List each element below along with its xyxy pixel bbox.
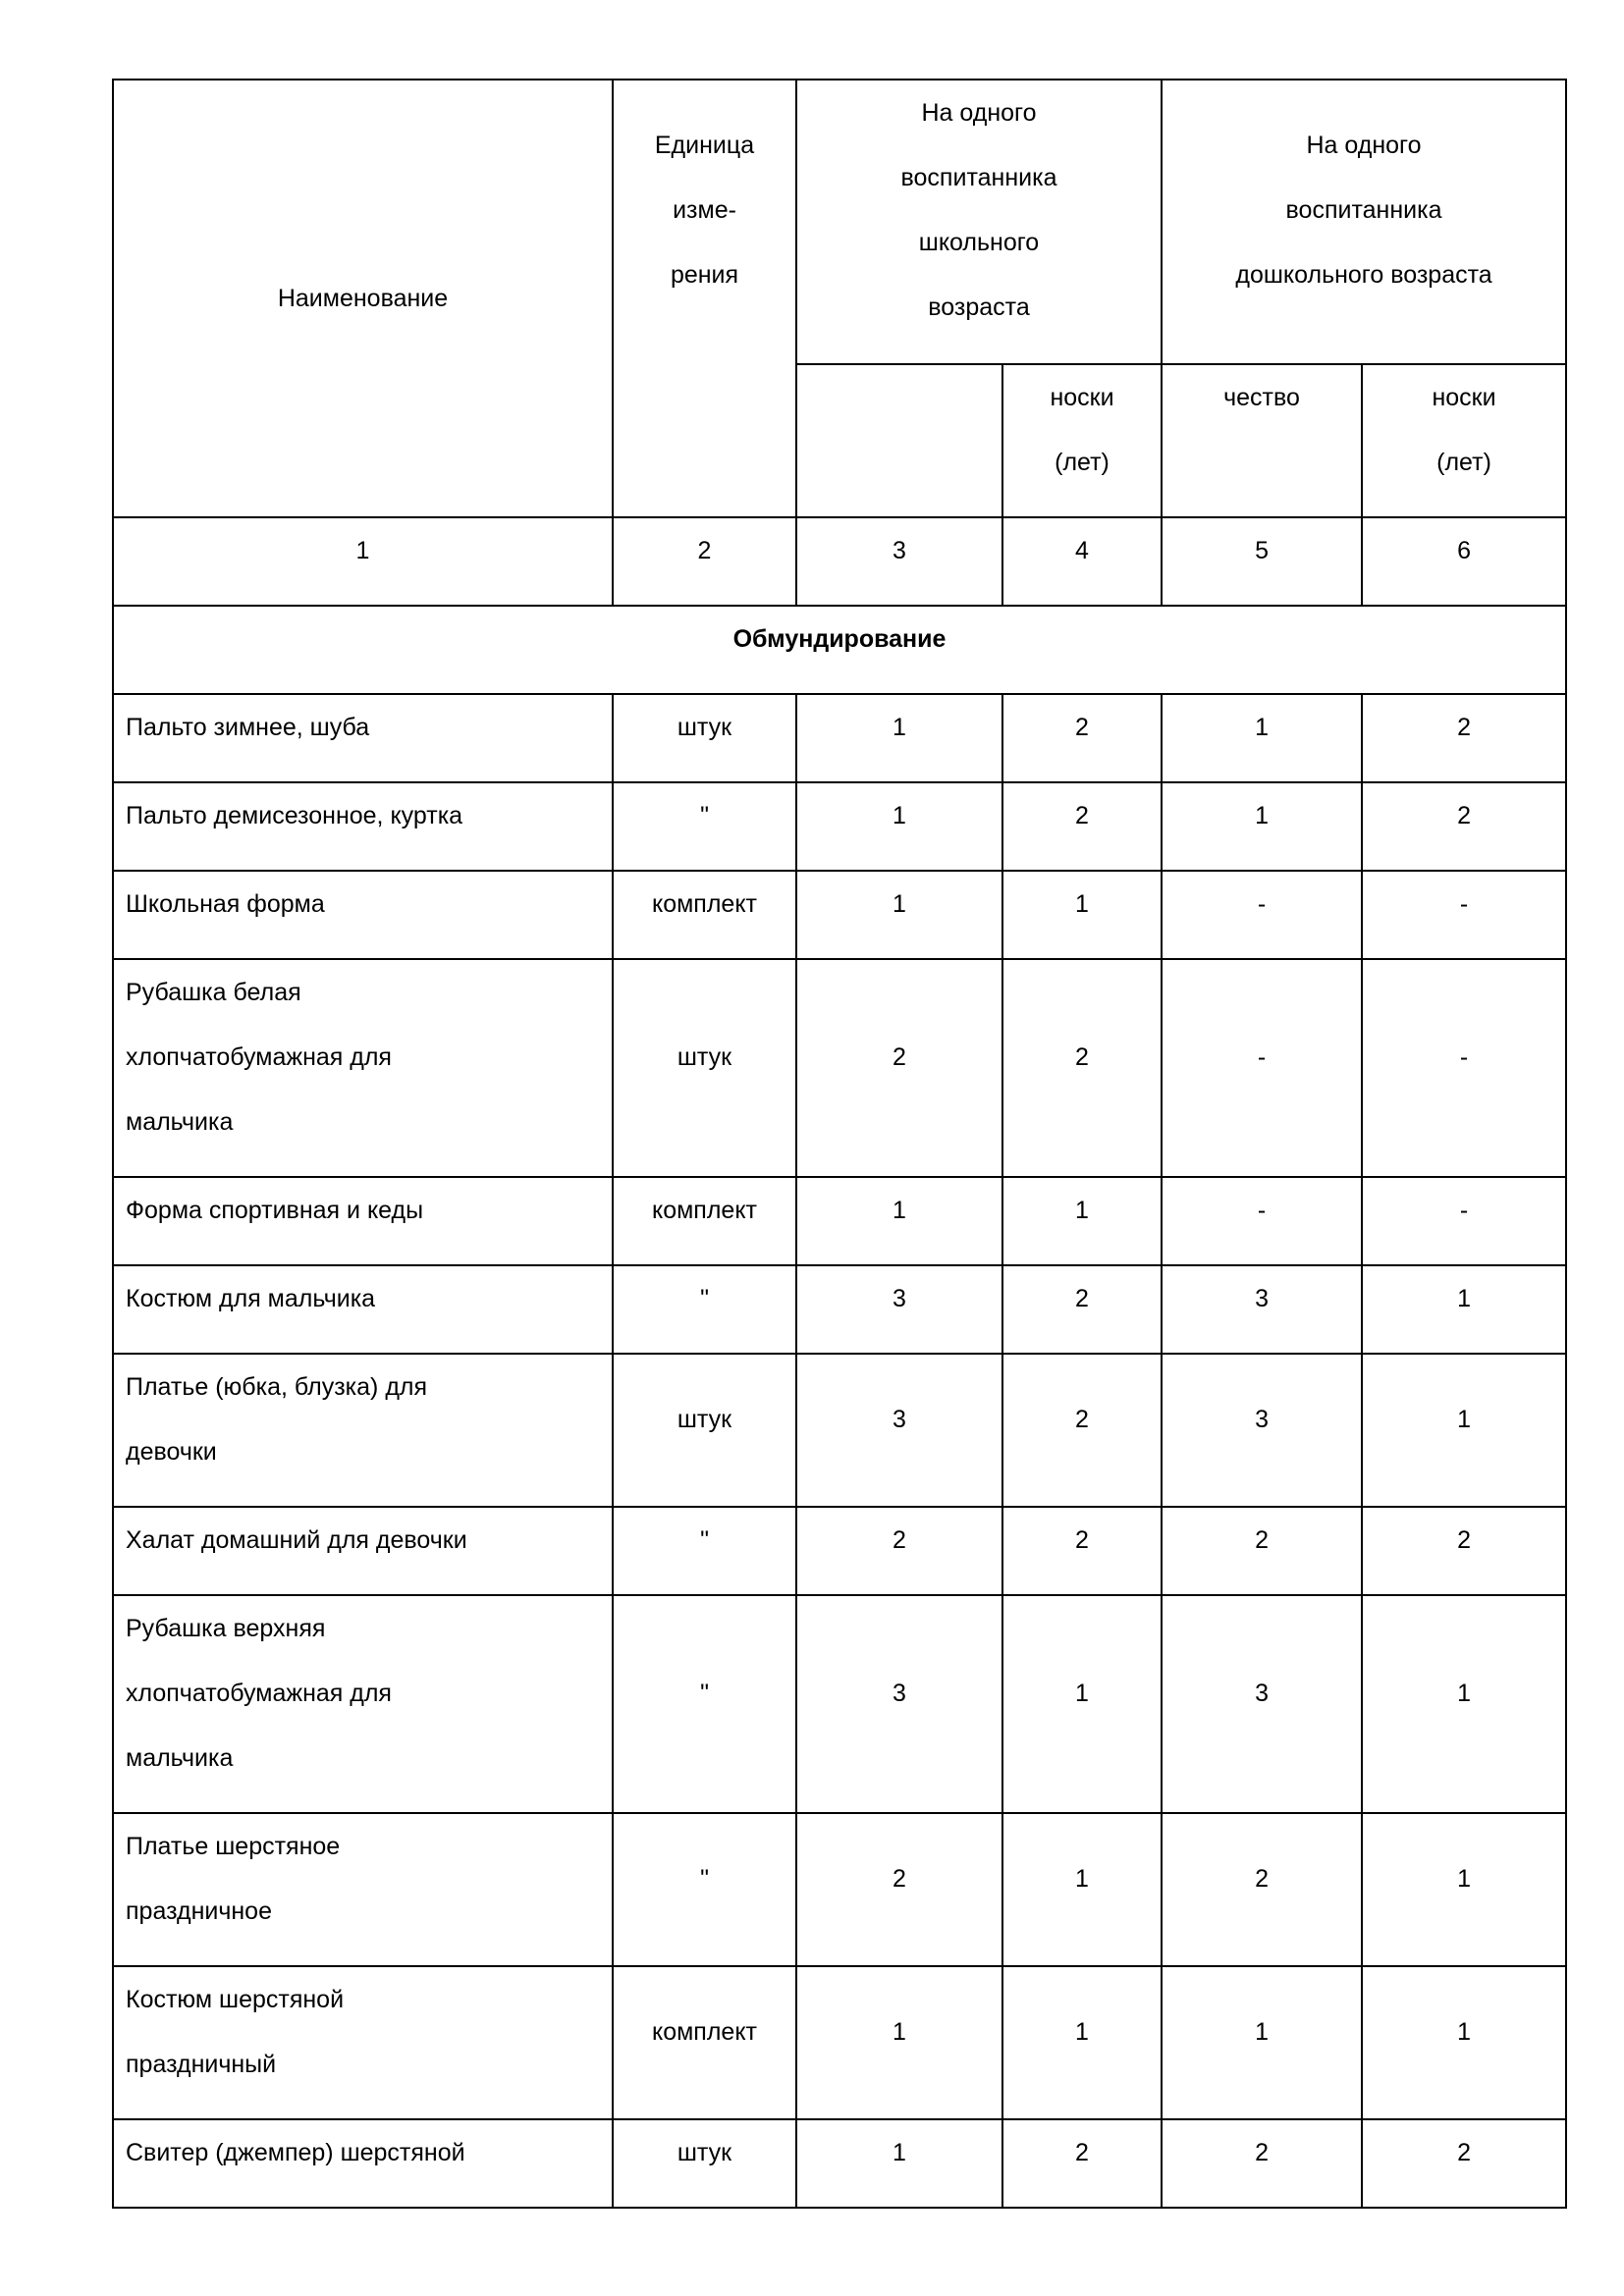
subheader-col4: [1002, 364, 1162, 517]
item-value-cell: [1002, 1813, 1162, 1966]
item-value-cell: [1362, 1507, 1566, 1595]
item-value-cell: [1002, 1354, 1162, 1507]
item-value-cell: [1162, 1966, 1362, 2119]
item-value-cell: [1362, 1595, 1566, 1813]
column-number: 1: [355, 537, 370, 564]
subheader-col5-text: чество: [1223, 384, 1300, 411]
table-row: [113, 2119, 1566, 2208]
subheader-col6: [1362, 364, 1566, 517]
item-name-line: Костюм шерстяной: [126, 1986, 345, 2013]
item-value-cell: [1362, 1177, 1566, 1265]
item-value-c3: 2: [893, 1865, 906, 1893]
item-name-line: Пальто зимнее, шуба: [126, 714, 370, 741]
item-value-cell: [1002, 1265, 1162, 1354]
item-unit-cell: [613, 1595, 796, 1813]
header-preschool-line: воспитанника: [1285, 196, 1442, 224]
table-row: [113, 871, 1566, 959]
item-unit-cell: [613, 1966, 796, 2119]
item-unit: штук: [677, 2139, 732, 2166]
item-value-c6: 1: [1457, 1680, 1471, 1707]
item-unit-cell: [613, 1354, 796, 1507]
table-row: [113, 1177, 1566, 1265]
item-value-cell: [1162, 871, 1362, 959]
item-unit-cell: [613, 782, 796, 871]
item-value-cell: [1362, 871, 1566, 959]
item-unit: комплект: [651, 2018, 757, 2046]
item-value-cell: [1002, 782, 1162, 871]
item-value-cell: [1162, 782, 1362, 871]
item-unit: ": [700, 1865, 709, 1893]
item-value-c3: 3: [893, 1285, 906, 1312]
item-value-cell: [1162, 1265, 1362, 1354]
norms-table: [112, 79, 1567, 2209]
item-value-c4: 2: [1075, 802, 1089, 829]
item-name-line: Халат домашний для девочки: [126, 1526, 467, 1554]
subheader-col5: [1162, 364, 1362, 517]
item-name-line: Костюм для мальчика: [126, 1285, 376, 1312]
item-unit-cell: [613, 959, 796, 1177]
item-value-cell: [1362, 1354, 1566, 1507]
item-name-line: Форма спортивная и кеды: [126, 1197, 424, 1224]
item-name-cell: [113, 694, 613, 782]
item-value-cell: [1362, 2119, 1566, 2208]
item-value-cell: [1162, 1813, 1362, 1966]
item-value-cell: [796, 1354, 1002, 1507]
item-unit-cell: [613, 1507, 796, 1595]
header-school-line: На одного: [921, 99, 1037, 127]
item-value-c6: 1: [1457, 1406, 1471, 1433]
item-value-c5: -: [1257, 1043, 1267, 1071]
item-value-cell: [1362, 1813, 1566, 1966]
item-value-c3: 3: [893, 1680, 906, 1707]
item-name-line: Школьная форма: [126, 890, 325, 918]
table-row: [113, 1813, 1566, 1966]
header-unit-line: рения: [670, 261, 739, 289]
header-name: Наименование: [277, 284, 449, 312]
item-value-c5: 3: [1255, 1285, 1269, 1312]
table-row: [113, 1507, 1566, 1595]
item-value-c3: 1: [893, 714, 906, 741]
item-unit-cell: [613, 871, 796, 959]
item-value-c4: 2: [1075, 2139, 1089, 2166]
item-value-c5: 2: [1255, 2139, 1269, 2166]
item-value-c4: 1: [1075, 1197, 1089, 1224]
item-value-cell: [796, 782, 1002, 871]
item-value-cell: [796, 1595, 1002, 1813]
item-value-cell: [1002, 1595, 1162, 1813]
item-value-c3: 3: [893, 1406, 906, 1433]
item-value-cell: [1162, 1507, 1362, 1595]
item-name-line: мальчика: [126, 1744, 234, 1772]
item-value-c4: 1: [1075, 1680, 1089, 1707]
item-value-c5: 3: [1255, 1406, 1269, 1433]
item-unit: ": [700, 1285, 709, 1312]
item-unit-cell: [613, 1177, 796, 1265]
item-value-cell: [1002, 1177, 1162, 1265]
item-name-line: хлопчатобумажная для: [126, 1680, 392, 1707]
item-value-cell: [1162, 1595, 1362, 1813]
item-value-cell: [1002, 1966, 1162, 2119]
item-value-c6: -: [1459, 1043, 1469, 1071]
item-unit-cell: [613, 2119, 796, 2208]
table-row: [113, 782, 1566, 871]
item-value-c4: 2: [1075, 1526, 1089, 1554]
table-row: [113, 1354, 1566, 1507]
item-value-cell: [796, 2119, 1002, 2208]
item-value-c3: 1: [893, 1197, 906, 1224]
item-unit: штук: [677, 1406, 732, 1433]
item-value-c4: 2: [1075, 1043, 1089, 1071]
item-value-cell: [1362, 694, 1566, 782]
item-name-line: Свитер (джемпер) шерстяной: [126, 2139, 465, 2166]
item-value-c6: 1: [1457, 1865, 1471, 1893]
item-name-cell: [113, 1813, 613, 1966]
column-number: 6: [1457, 537, 1471, 564]
header-name-cell: [113, 80, 613, 517]
item-value-c5: 2: [1255, 1526, 1269, 1554]
item-unit: штук: [677, 714, 732, 741]
item-value-c4: 1: [1075, 2018, 1089, 2046]
item-value-cell: [1162, 959, 1362, 1177]
table-row: [113, 1966, 1566, 2119]
item-name-cell: [113, 1507, 613, 1595]
item-name-cell: [113, 1354, 613, 1507]
item-value-cell: [1162, 1177, 1362, 1265]
item-value-cell: [1362, 959, 1566, 1177]
item-unit-cell: [613, 1813, 796, 1966]
item-value-cell: [796, 1507, 1002, 1595]
item-unit-cell: [613, 1265, 796, 1354]
item-name-cell: [113, 1595, 613, 1813]
item-value-cell: [796, 871, 1002, 959]
item-name-cell: [113, 959, 613, 1177]
item-value-c6: 2: [1457, 802, 1471, 829]
header-school-line: школьного: [918, 229, 1040, 256]
header-school-line: воспитанника: [900, 164, 1057, 191]
item-value-cell: [1362, 782, 1566, 871]
subheader-col4-line: носки: [1050, 384, 1114, 411]
table-row: [113, 1595, 1566, 1813]
item-value-c4: 2: [1075, 1285, 1089, 1312]
item-unit: ": [700, 1526, 709, 1554]
section-title: Обмундирование: [732, 625, 947, 653]
header-unit-line: Единица: [654, 132, 755, 159]
item-value-c3: 2: [893, 1526, 906, 1554]
item-value-c6: -: [1459, 1197, 1469, 1224]
item-value-c4: 2: [1075, 714, 1089, 741]
column-number: 4: [1075, 537, 1089, 564]
column-number: 5: [1255, 537, 1269, 564]
item-unit: комплект: [651, 1197, 757, 1224]
section-row: [113, 606, 1566, 694]
header-preschool-cell: [1162, 80, 1566, 364]
item-value-c5: -: [1257, 890, 1267, 918]
item-value-cell: [1002, 871, 1162, 959]
item-value-cell: [1002, 694, 1162, 782]
item-value-cell: [796, 694, 1002, 782]
item-unit-cell: [613, 694, 796, 782]
item-value-c4: 1: [1075, 890, 1089, 918]
header-unit-line: изме-: [673, 196, 736, 224]
item-unit: ": [700, 802, 709, 829]
item-name-cell: [113, 1265, 613, 1354]
item-value-cell: [1362, 1966, 1566, 2119]
item-value-c5: 3: [1255, 1680, 1269, 1707]
subheader-col6-line: носки: [1432, 384, 1496, 411]
column-numbers-row: [113, 517, 1566, 606]
item-value-cell: [1002, 959, 1162, 1177]
item-name-line: праздничный: [126, 2051, 277, 2078]
subheader-col3: [796, 364, 1002, 517]
item-value-c4: 1: [1075, 1865, 1089, 1893]
item-name-cell: [113, 2119, 613, 2208]
header-unit-cell: [613, 80, 796, 517]
item-value-cell: [796, 1966, 1002, 2119]
item-name-cell: [113, 782, 613, 871]
subheader-col3-text: [797, 365, 1001, 430]
item-value-c3: 1: [893, 802, 906, 829]
item-value-c6: 1: [1457, 1285, 1471, 1312]
item-name-line: Рубашка верхняя: [126, 1615, 326, 1642]
item-value-c5: 1: [1255, 2018, 1269, 2046]
item-value-cell: [796, 1265, 1002, 1354]
item-value-c3: 1: [893, 2139, 906, 2166]
column-number: 2: [697, 537, 712, 564]
table-row: [113, 1265, 1566, 1354]
header-school-line: возраста: [928, 294, 1030, 321]
item-value-cell: [796, 959, 1002, 1177]
item-value-c6: -: [1459, 890, 1469, 918]
subheader-col6-line: (лет): [1436, 449, 1491, 476]
item-name-cell: [113, 1177, 613, 1265]
item-value-cell: [1002, 2119, 1162, 2208]
column-number: 3: [893, 537, 906, 564]
item-value-cell: [796, 1813, 1002, 1966]
item-value-cell: [1362, 1265, 1566, 1354]
header-school-cell: [796, 80, 1162, 364]
item-name-cell: [113, 871, 613, 959]
header-preschool-line: На одного: [1306, 132, 1422, 159]
item-name-line: мальчика: [126, 1108, 234, 1136]
table-row: [113, 694, 1566, 782]
item-name-line: хлопчатобумажная для: [126, 1043, 392, 1071]
item-value-c5: 2: [1255, 1865, 1269, 1893]
item-value-c3: 1: [893, 2018, 906, 2046]
item-name-line: Платье (юбка, блузка) для: [126, 1373, 428, 1401]
subheader-col4-line: (лет): [1055, 449, 1110, 476]
item-unit: ": [700, 1680, 709, 1707]
item-value-c6: 2: [1457, 714, 1471, 741]
item-value-c5: -: [1257, 1197, 1267, 1224]
item-unit: комплект: [651, 890, 757, 918]
item-value-c5: 1: [1255, 714, 1269, 741]
header-row: [113, 80, 1566, 364]
item-value-c5: 1: [1255, 802, 1269, 829]
item-value-c6: 1: [1457, 2018, 1471, 2046]
item-value-c4: 2: [1075, 1406, 1089, 1433]
item-value-c3: 1: [893, 890, 906, 918]
item-value-cell: [1002, 1507, 1162, 1595]
item-value-c3: 2: [893, 1043, 906, 1071]
item-unit: штук: [677, 1043, 732, 1071]
table-row: [113, 959, 1566, 1177]
item-name-line: девочки: [126, 1438, 217, 1466]
item-value-c6: 2: [1457, 1526, 1471, 1554]
item-name-line: праздничное: [126, 1897, 272, 1925]
item-value-c6: 2: [1457, 2139, 1471, 2166]
item-name-cell: [113, 1966, 613, 2119]
item-name-line: Платье шерстяное: [126, 1833, 341, 1860]
item-name-line: Пальто демисезонное, куртка: [126, 802, 463, 829]
item-value-cell: [1162, 694, 1362, 782]
item-value-cell: [1162, 1354, 1362, 1507]
item-name-line: Рубашка белая: [126, 979, 301, 1006]
item-value-cell: [1162, 2119, 1362, 2208]
header-preschool-line: дошкольного возраста: [1235, 261, 1492, 289]
item-value-cell: [796, 1177, 1002, 1265]
